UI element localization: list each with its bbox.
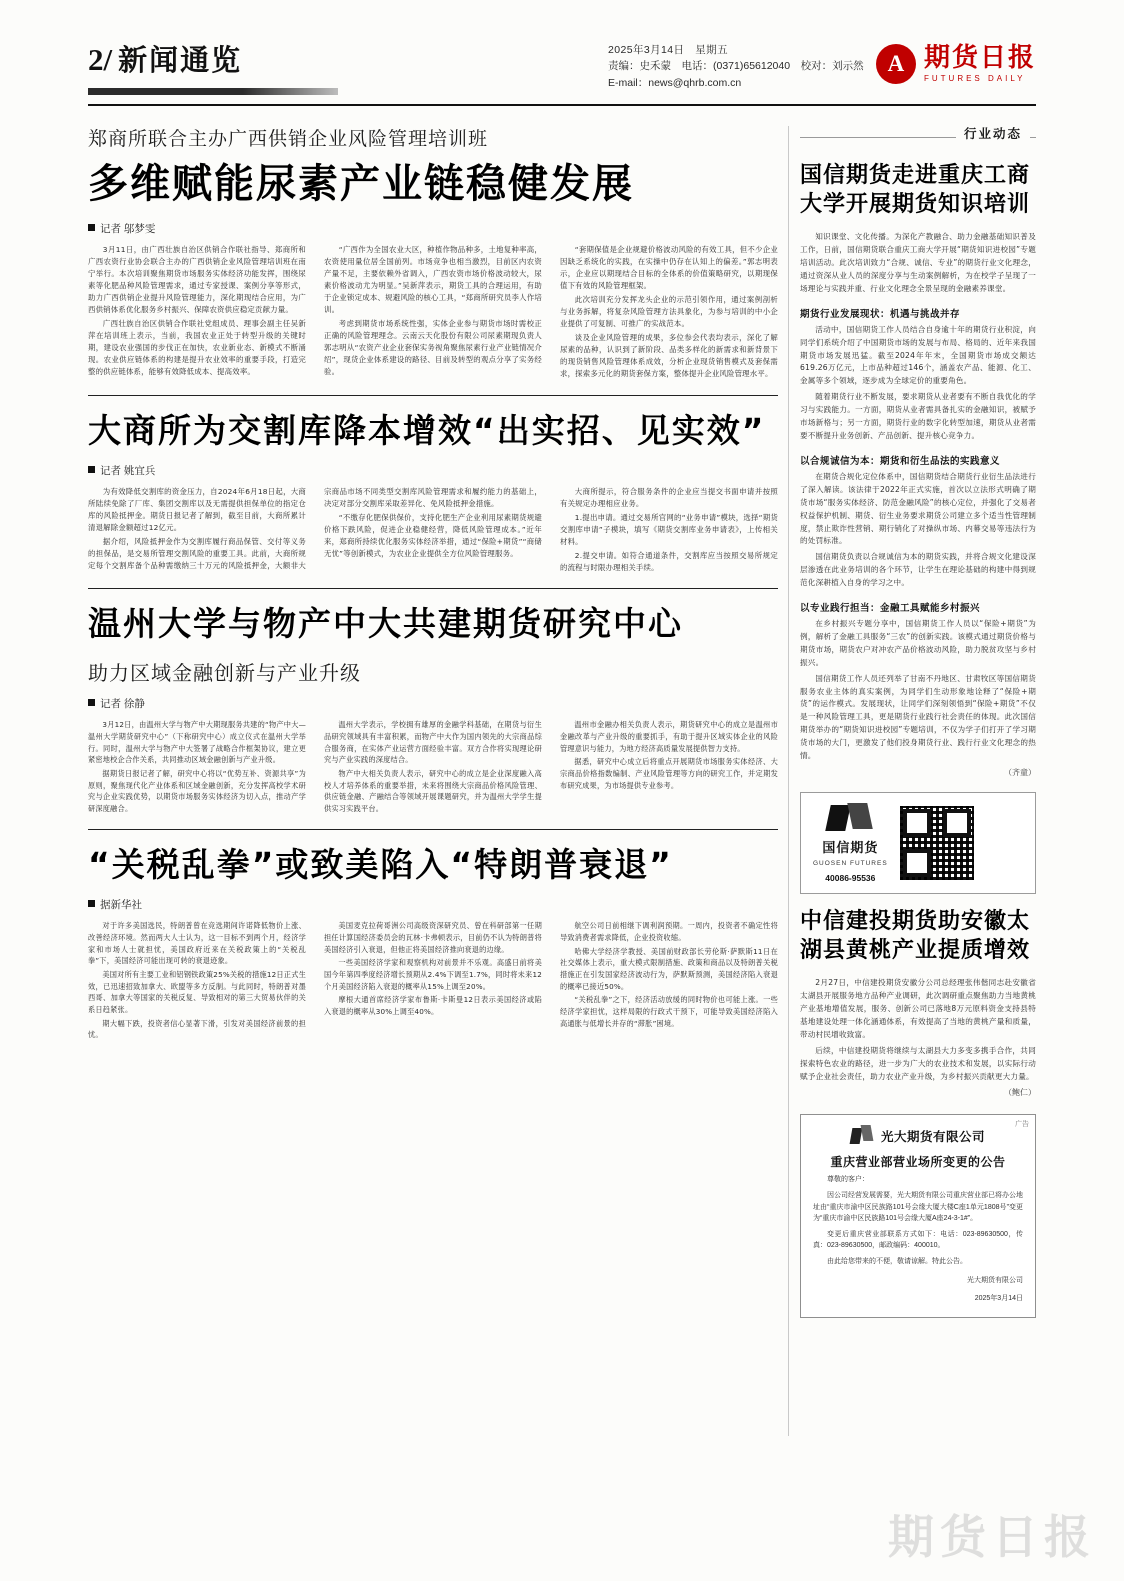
ad-logo: [813, 803, 888, 883]
article-4-headline: “关税乱拳”或致美陷入“特朗普衰退”: [88, 844, 673, 884]
masthead: [88, 42, 1036, 100]
article-divider: [88, 395, 778, 396]
paragraph: “不缴存化肥保供保价，支持化肥生产企业利用尿素期货规避价格下跌风险，促进企业稳健经营，降低风险管理成本。”近年来，郑商所持续优化服务实体经济举措，通过“保险+期货”“商储无忧”等创新模式，为农业企业提供全方位风险管理服务。: [324, 513, 542, 559]
byline-text: 记者 姚宜兵: [100, 465, 156, 478]
article-2-byline: [88, 463, 778, 478]
paragraph: 变更后重庆营业部联系方式如下：电话：023-89630500，传真：023-89630500，邮政编码：400010。: [813, 1230, 1023, 1250]
article-3-body: [88, 719, 778, 814]
notice-advertisement[interactable]: [800, 1114, 1036, 1318]
byline-text: 记者 邬梦雯: [100, 223, 156, 235]
paragraph: 2.提交申请。如符合通道条件，交割库应当按照交易所规定的流程与时限办理相关手续。: [560, 551, 778, 573]
article-4-body: [88, 920, 778, 1041]
ad-company-name: 国信期货: [822, 841, 879, 856]
paragraph: “关税乱拳”之下，经济活动放缓的同时物价也可能上涨。一些经济学家担忧，这样局限的行政式干预下，可能导致美国经济陷入高通胀与低增长并存的“滞胀”困境。: [560, 995, 778, 1028]
sidebar-article-1-sign: （齐童）: [1004, 768, 1036, 777]
paragraph: 后续，中信建投期货将继续与太湖县大力多变多携手合作，共同探索特色农业的路径，进一步为广大的农业技术和发展，以实际行动赋予企业社会责任，助力农业产业升级，为乡村振兴贡献更大力量。: [800, 1045, 1036, 1081]
paragraph: 随着期货行业不断发展，要求期货从业者要有不断自我优化的学习与实践能力。一方面，期货从业者需具备扎实的金融知识，被赋予市场新格与；另一方面，期货行业的数字化转型加速，期货从业者需要不断提升业务创新、产品创新、提升核心竞争力。: [800, 392, 1036, 440]
paragraph: 3月12日，由温州大学与物产中大期现服务共建的“物产中大—温州大学期货研究中心”（下称研究中心）成立仪式在温州大学举行。同时，温州大学与物产中大签署了战略合作框架协议，建立更紧密地校企合作关系，共同推动区域金融创新与产业升级。: [88, 720, 306, 765]
article-3: [88, 605, 778, 814]
qr-code-icon[interactable]: [898, 804, 976, 882]
sidebar-tag-label: 行业动态: [956, 124, 1030, 142]
sidebar-section-tag: [800, 124, 1036, 150]
sidebar-article-2-sign: （鲍仁）: [1004, 1088, 1036, 1098]
advertisement-guosen[interactable]: [800, 792, 1036, 894]
paragraph: 2月27日，中信建投期货安徽分公司总经理张伟偕同志赴安徽省太湖县开展服务地方品种产业调研，此次调研重点聚焦助力当地黄桃产业基地增值发展，服务、创新公司已落地8万元原料资金支持县特基地建设处理一体化涵通体系，有效提高了当地的黄桃产量和质量，带动村民增收致富。: [800, 978, 1036, 1039]
paragraph: 国信期货负责以合规诚信为本的期货实践，并将合规文化建设深层渗透在此业务培训的各个环节，让学生在理论基础的构建中得到规范化深耕植入自身的学习之中。: [800, 552, 1036, 588]
paragraph: 大商所提示，符合服务条件的企业应当提交书面申请并按照有关规定办理相应业务。: [560, 487, 778, 509]
masthead-rule: [88, 104, 1036, 106]
article-2-headline: 大商所为交割库降本增效“出实招、见实效”: [88, 410, 766, 450]
sidebar-article-1-body: [800, 231, 1036, 778]
publication-logo: [876, 44, 1036, 84]
article-divider: [88, 588, 778, 589]
paragraph: “广西作为全国农业大区，种植作物品种多，土地复种率高，农资使用量位居全国前列。市场竞争也相当激烈，目前区内农资产量不足，主要依赖外省调入，广西农资市场价格波动较大，尿素价格波动尤为明显。”吴新萍表示，期货工具的合理运用，有助于企业锁定成本、规避风险的核心工具，“郑商所研究员李人作培训。: [324, 245, 542, 314]
publication-date: 2025年3月14日 星期五: [608, 44, 728, 56]
sidebar-subhead: 期货行业发展现状：机遇与挑战并存: [800, 308, 961, 320]
article-2: [88, 412, 778, 575]
masthead-left: [88, 44, 242, 75]
article-divider: [88, 829, 778, 830]
paragraph: 哈佛大学经济学教授、美国前财政部长劳伦斯·萨默斯11日在社交媒体上表示，重大模式限制措施、政策和商品以及特朗普关税措施正在引发国家经济波动行为，萨默斯预测，美国经济陷入衰退的概率已接近50%。: [560, 946, 778, 991]
paragraph: 期大幅下跌，投资者信心显著下滑，引发对美国经济前景的担忧。: [88, 1018, 306, 1040]
paragraph: 据期货日报记者了解，研究中心将以“优势互补、资源共享”为原则，聚焦现代化产业体系和区域金融创新，充分发挥高校学术研究与企业实践优势，以期货市场服务实体经济为切入点，推动产学研深度融合。: [88, 768, 306, 813]
article-2-body: [88, 486, 778, 574]
sidebar-article-1-headline: 国信期货走进重庆工商大学开展期货知识培训: [800, 163, 1031, 217]
byline-text: 记者 徐静: [100, 698, 145, 711]
paragraph: 物产中大相关负责人表示，研究中心的成立是企业深度融入高校人才培养体系的重要举措，未来将围绕大宗商品价格风险管理、供应链金融、产融结合等领域开展课题研究，并为温州大学学生提供实习实践平台。: [324, 768, 542, 813]
paragraph: “套期保值是企业规避价格波动风险的有效工具，但不少企业因缺乏系统化的实践，在实操中仍存在认知上的偏差。”郭志明表示，企业应以期现结合目标的全体系的价值策略研究，以期现保值下有效的风险管理框架。: [560, 245, 778, 290]
sidebar: [800, 124, 1036, 1318]
ad-telephone: 40086-95536: [825, 873, 876, 883]
paragraph: 由此给您带来的不便，敬请谅解。特此公告。: [827, 1257, 967, 1265]
logo-name-cn: 期货日报: [923, 43, 1036, 73]
section-title: 新闻通览: [118, 43, 243, 77]
byline-text: 据新华社: [100, 899, 142, 912]
guosen-logo-icon: [828, 803, 872, 833]
notice-signature-date: 2025年3月14日: [974, 1295, 1023, 1303]
sidebar-subhead: 以专业践行担当：金融工具赋能乡村振兴: [800, 603, 981, 615]
article-1-headline: 多维赋能尿素产业链稳健发展: [88, 161, 634, 207]
paragraph: 尊敬的客户：: [827, 1176, 869, 1184]
paragraph: 美国麦克拉荷哥洲公司高级资深研究员、曾在科研部第一任期担任计算国经济委员会的瓦林·卡弗顿表示，目前仍不认为特朗普将美国经济引入衰退，但他正将美国经济推向衰退的边缘。: [324, 921, 542, 954]
article-3-headline: 温州大学与物产中大共建期货研究中心: [88, 604, 683, 644]
article-4-byline: [88, 897, 778, 912]
paragraph: 温州大学表示，学校拥有雄厚的金融学科基础，在期货与衍生品研究领域具有丰富积累，而物产中大作为国内领先的大宗商品综合服务商，在实体产业运营方面经验丰富。双方合作将实现理论研究与产业实践的深度结合。: [324, 720, 542, 765]
paragraph: 为有效降低交割库的资金压力，自2024年6月18日起，大商所陆续免除了厂库、集团交割库以及无需提供担保单位的指定仓库的风险抵押金。期货日报记者了解到，截至目前，大商所累计清退解除金额超过12亿元。: [88, 487, 306, 533]
column-divider: [788, 126, 789, 1436]
logo-mark-icon: A: [876, 44, 916, 84]
everbright-logo-icon: [851, 1125, 873, 1147]
logo-text: [924, 45, 1036, 83]
logo-name-en: FUTURES DAILY: [923, 74, 1026, 83]
paragraph: 美国对所有主要工业和铝钢铁政策25%关税的措施12日正式生效，已迅速招致加拿大、欧盟等多方反制。与此同时，特朗普对墨西哥、加拿大等国家的关税反复、导致相对的第三大贸易伙伴的关系日趋紧张。: [88, 970, 306, 1015]
paragraph: 1.提出申请。通过交易所官网的“业务申请”模块，选择“期货交割库申请”子模块，填写《期货交割库业务申请表》，上传相关材料。: [560, 513, 778, 547]
paragraph: 在乡村振兴专题分享中，国信期货工作人员以“保险+期货”为例，解析了金融工具服务“三农”的创新实践。该模式通过期货价格与期货市场，期货农户对冲农产品价格波动风险，助力脱贫攻坚与乡村振兴。: [800, 619, 1036, 667]
paragraph: 因公司经营发展需要，光大期货有限公司重庆营业部已将办公地址由“重庆市渝中区民族路101号会缘大厦大楼C座1单元1808号”变更为“重庆市渝中区民族路101号会缘大厦A座24-3-1#”。: [813, 1191, 1023, 1223]
paragraph: 航空公司日前相继下调利润预期。一周内，投资者不确定性将导致消费者需求降低，企业投资收缩。: [560, 921, 778, 943]
paragraph: 考虑到期货市场系统性强，实体企业参与期货市场时需校正正确的风险管理理念。云南云天化股份有限公司尿素期现负责人郭志明从“农资产业企业套保实务视角聚焦尿素行业产业链情况介绍”，现货企业体系建设的路径、目前及转型的观点分享了实务经验。: [324, 318, 542, 376]
article-3-subhead: 助力区域金融创新与产业升级: [88, 661, 361, 686]
article-1-byline: [88, 221, 778, 236]
article-1-body: [88, 244, 778, 381]
sidebar-article-2-body: [800, 977, 1036, 1098]
paragraph: 温州市金融办相关负责人表示，期货研究中心的成立是温州市金融改革与产业升级的重要抓手，有助于提升区域实体企业的风险管理意识与能力，为地方经济高质量发展提供智力支持。: [560, 720, 778, 753]
sidebar-article-2-headline: 中信建投期货助安徽太湖县黄桃产业提质增效: [800, 909, 1031, 963]
page-number: 2/: [88, 42, 113, 77]
notice-signature-company: 光大期货有限公司: [967, 1277, 1023, 1285]
article-1-kicker: 郑商所联合主办广西供销企业风险管理培训班: [88, 128, 489, 150]
sidebar-subhead: 以合规诚信为本：期货和衍生品法的实践意义: [800, 455, 1001, 467]
ad-company-name-en: GUOSEN FUTURES: [813, 860, 888, 867]
notice-title: 重庆营业部营业场所变更的公告: [830, 1155, 1006, 1170]
main-content: [88, 124, 778, 1041]
paragraph: 知识课堂、文化传播。为深化产教融合、助力金融基础知识普及工作，日前，国信期货联合重庆工商大学开展“期货知识进校园”专题培训活动。此次培训致力“合规、诚信、专业”的期货行业文化理念，通过资深从业人员的深度分享与生动案例解析，为在校学子呈现了一场理论与实践并重、行业文化理念全景呈现的金融素养课堂。: [800, 232, 1036, 293]
notice-body: [813, 1174, 1023, 1267]
paragraph: 对于许多美国选民，特朗普曾在竞选期间许诺降低物价上涨、改善经济环境。然而两大人士认为，这一目标不到两个月，经济学家和市场人士就担忧，美国政府近来在关税政策上的“关税乱拳”下，美国经济可能出现可转的衰退迹象。: [88, 921, 306, 966]
paragraph: 据悉，研究中心成立后将重点开展期货市场服务实体经济、大宗商品价格指数编制、产业风险管理等方向的研究工作，并定期发布研究成果，为市场提供专业参考。: [560, 757, 778, 790]
notice-header: [813, 1125, 1023, 1147]
editor-line: 责编：史禾蒙 电话：(0371)65612040 校对：刘示然: [608, 60, 864, 73]
ad-tag-label: 广告: [1015, 1121, 1029, 1129]
article-3-byline: [88, 696, 778, 711]
paragraph: 摩根大通首席经济学家布鲁斯·卡斯曼12日表示美国经济或陷入衰退的概率从30%上调至40%。: [324, 995, 542, 1017]
article-4: [88, 846, 778, 1042]
paragraph: 3月11日，由广西壮族自治区供销合作联社指导、郑商所和广西农资行业协会联合主办的广西供销企业风险管理培训班在南宁举行。本次培训聚焦期货市场服务实体经济功能发挥，围绕尿素等化肥品种风险管理需求，通过专家授课、案例分享等形式，助力广西供销企业提升风险管理能力，深化期现结合应用，为广西供销体系优化服务乡村振兴、保障农资供应稳定贡献力量。: [88, 245, 306, 314]
paragraph: 谈及企业风险管理的成果，多位参会代表均表示，深化了解尿素的品种，认识到了新阶段、品类多样化的新需求和新背景下的现货销售风险管理体系成效，分析企业现货销售模式及套保需求，探索多元化的期货套保方案，整体提升企业风险管理水平。: [560, 332, 778, 378]
masthead-bar: [88, 88, 338, 95]
paragraph: 据介绍，风险抵押金作为交割库履行商品保管、交付等义务的担保品，是交易所管理交割风险的重要工具。此前，大商所规定每个交割库备个品种需缴纳三十万元的风险抵押金，大额非大宗商品市场不同类型交割库风险管理需求和履约能力的基础上，决定对部分交割库采取差异化、免风险抵押金措施。: [88, 487, 542, 571]
masthead-meta: [608, 42, 864, 91]
article-1: [88, 124, 778, 381]
paragraph: 活动中，国信期货工作人员结合自身逾十年的期货行业积淀，向同学们系统介绍了中国期货市场的发展与布局、格局的、近年来我国期货市场发展迅猛。截至2024年年末，全国期货市场成交额达619.26万亿元，上市品种超过146个，涵盖农产品、能源、化工、金属等多个领域，逐步成为全球定价的重要角色。: [800, 324, 1036, 386]
paragraph: 此次培训充分发挥龙头企业的示范引领作用，通过案例剖析与业务拆解，将复杂风险管理方法具象化，为参与培训的中小企业提供了可复制、可推广的实战范本。: [560, 294, 778, 328]
paragraph: 广西壮族自治区供销合作联社党组成员、理事会副主任吴新萍在培训班上表示，当前，我国农业正处于转型升级的关键时期，建设农业强国的步伐正在加快，农业新业态、新模式不断涌现。农业供应链体系的构建是提升农业效率的重要手段，打造完整的供应链体系，能够有效降低成本、提高效率。: [88, 318, 306, 376]
paragraph: 国信期货工作人员还列举了甘南不丹地区、甘肃牧区等国信期货服务农业主体的真实案例，为同学们生动形象地诠释了“保险+期货”的运作模式。发展现状，让同学们深刻领悟到“保险+期货”不仅是一种风险管理工具，更是期货行业践行社会责任的体现。此次国信期货举办的“期货知识进校园”专题培训，不仅为学子们打开了学习期货市场的大门，更激发了他们投身期货行业、践行行业文化理念的热情。: [800, 673, 1036, 761]
page-watermark: 期货日报: [888, 1510, 1096, 1564]
email-line: E-mail：news@qhrb.com.cn: [608, 76, 742, 89]
notice-company: 光大期货有限公司: [880, 1129, 985, 1145]
paragraph: 在期货合规化定位体系中，国信期货结合期货行业衍生品法进行了深入解读。该法律于2022年正式实施，首次以立法形式明确了期货市场“服务实体经济、防范金融风险”的核心定位，并强化了交易者权益保护机制、期货、衍生业务要求期货公司建立多个适当性管理制度，禁止欺诈性营销、期行销化了对操纵市场、内幕交易等违法行为的处罚标准。: [800, 471, 1036, 546]
paragraph: 一些美国经济学家和观察机构对前景并不乐观。高盛日前将美国今年第四季度经济增长预期从2.4%下调至1.7%，同时将未来12个月美国经济陷入衰退的概率从15%上调至20%。: [324, 958, 542, 991]
